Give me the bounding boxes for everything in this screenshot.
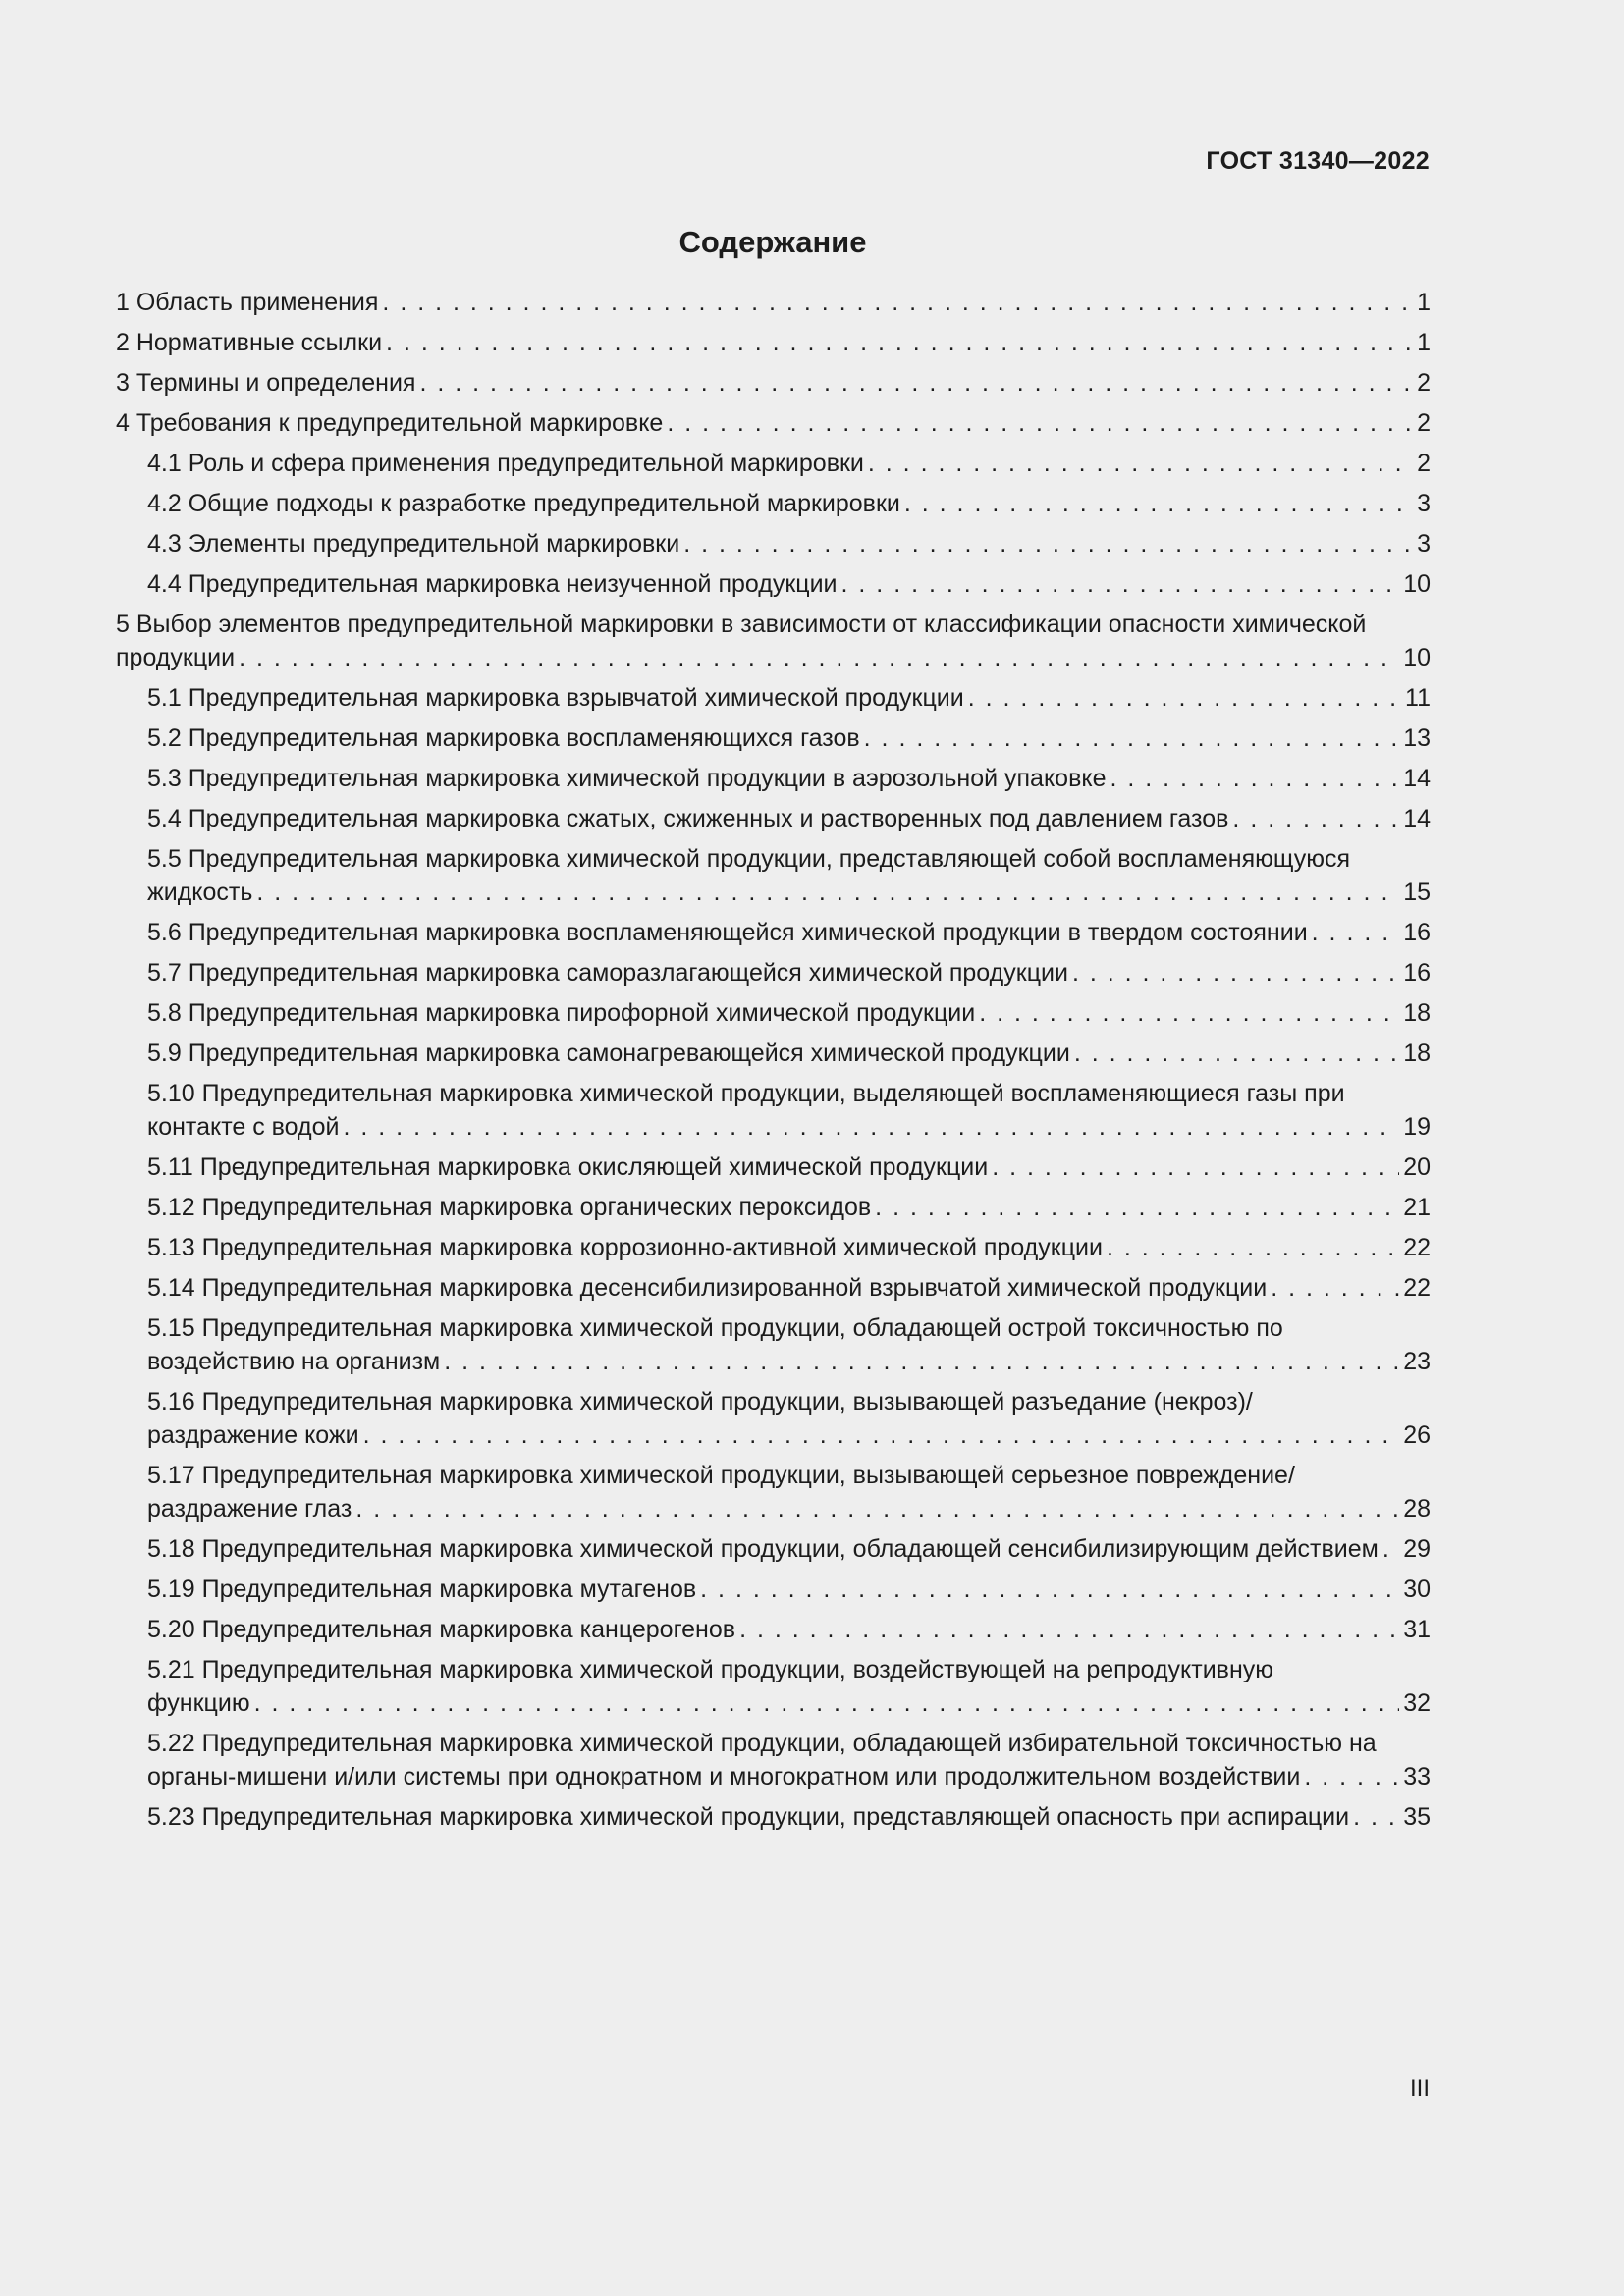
toc-entry-page: 10	[1399, 567, 1431, 601]
table-of-contents	[116, 286, 1431, 1841]
toc-entry[interactable]	[116, 1271, 1431, 1305]
toc-entry[interactable]	[116, 1311, 1431, 1378]
toc-entry[interactable]	[116, 567, 1431, 601]
toc-entry-title: 5.20 Предупредительная маркировка канцерогенов . . .	[147, 1616, 735, 1643]
toc-entry[interactable]	[116, 1532, 1431, 1566]
toc-entry[interactable]	[116, 1459, 1431, 1525]
toc-entry[interactable]	[116, 286, 1431, 319]
toc-entry[interactable]	[116, 406, 1431, 440]
toc-entry-page: 14	[1399, 802, 1431, 835]
toc-entry-title: 4.4 Предупредительная маркировка неизученной продукции . . .	[147, 570, 838, 598]
toc-entry-page: 15	[1399, 876, 1431, 909]
toc-entry-page: 32	[1399, 1686, 1431, 1720]
toc-entry-title: 5.16 Предупредительная маркировка химической продукции, вызывающей разъедание (некроз)/ раздражение кожи . . .	[147, 1388, 1253, 1449]
toc-entry-page: 11	[1401, 681, 1431, 715]
toc-entry-title: 5.22 Предупредительная маркировка химической продукции, обладающей избирательной токсичностью на органы-мишени и/или системы при однократном и многократном или продолжительном воздействии . . .	[147, 1730, 1377, 1790]
toc-entry-page: 23	[1399, 1345, 1431, 1378]
toc-entry-page: 13	[1399, 721, 1431, 755]
toc-entry-page: 3	[1413, 527, 1431, 561]
toc-entry[interactable]	[116, 527, 1431, 561]
toc-entry[interactable]	[116, 802, 1431, 835]
toc-entry-page: 1	[1413, 286, 1431, 319]
toc-entry-title: 5.4 Предупредительная маркировка сжатых, сжиженных и растворенных под давлением газов . . .	[147, 805, 1228, 832]
toc-entry-title: 5.13 Предупредительная маркировка коррозионно-активной химической продукции . . .	[147, 1234, 1103, 1261]
toc-entry[interactable]	[116, 956, 1431, 989]
toc-entry[interactable]	[116, 326, 1431, 359]
toc-entry[interactable]	[116, 366, 1431, 400]
toc-entry[interactable]	[116, 608, 1431, 674]
toc-entry-title: 4.2 Общие подходы к разработке предупредительной маркировки . . .	[147, 490, 900, 517]
toc-entry-title: 4.3 Элементы предупредительной маркировки . . .	[147, 530, 679, 558]
toc-entry-page: 28	[1399, 1492, 1431, 1525]
toc-entry[interactable]	[116, 842, 1431, 909]
toc-entry[interactable]	[116, 762, 1431, 795]
toc-entry-title: 2 Нормативные ссылки . . .	[116, 329, 382, 356]
page-number: III	[1409, 2075, 1430, 2102]
toc-entry-title: 5.17 Предупредительная маркировка химической продукции, вызывающей серьезное повреждение/раздражение глаз . . .	[147, 1462, 1295, 1522]
toc-entry-title: 5 Выбор элементов предупредительной маркировки в зависимости от классификации опасности химической продукции . . .	[116, 611, 1366, 671]
page-title: Содержание	[678, 225, 867, 259]
toc-entry-page: 1	[1413, 326, 1431, 359]
toc-entry-page: 10	[1399, 641, 1431, 674]
toc-entry-title: 5.6 Предупредительная маркировка воспламеняющейся химической продукции в твердом состоянии . . .	[147, 919, 1308, 946]
toc-entry-title: 4.1 Роль и сфера применения предупредительной маркировки . . .	[147, 450, 864, 477]
toc-entry-title: 5.12 Предупредительная маркировка органических пероксидов . . .	[147, 1194, 871, 1221]
toc-entry-page: 20	[1399, 1150, 1431, 1184]
toc-entry-title: 1 Область применения . . .	[116, 289, 378, 316]
toc-entry-page: 16	[1399, 956, 1431, 989]
toc-entry-title: 5.11 Предупредительная маркировка окисляющей химической продукции . . .	[147, 1153, 988, 1181]
toc-entry[interactable]	[116, 916, 1431, 949]
toc-entry[interactable]	[116, 1077, 1431, 1144]
toc-entry-page: 22	[1399, 1271, 1431, 1305]
toc-entry-page: 3	[1413, 487, 1431, 520]
toc-entry-page: 2	[1413, 366, 1431, 400]
toc-entry-title: 5.21 Предупредительная маркировка химической продукции, воздействующей на репродуктивную функцию . . .	[147, 1656, 1273, 1717]
toc-entry-page: 16	[1399, 916, 1431, 949]
toc-entry-title: 5.19 Предупредительная маркировка мутагенов . . .	[147, 1575, 696, 1603]
toc-entry[interactable]	[116, 721, 1431, 755]
toc-entry-page: 18	[1399, 1037, 1431, 1070]
toc-entry[interactable]	[116, 447, 1431, 480]
toc-entry[interactable]	[116, 1191, 1431, 1224]
toc-entry-page: 33	[1399, 1760, 1431, 1793]
toc-entry[interactable]	[116, 487, 1431, 520]
toc-entry[interactable]	[116, 1653, 1431, 1720]
toc-entry-page: 26	[1399, 1418, 1431, 1452]
toc-entry-page: 19	[1399, 1110, 1431, 1144]
toc-entry-page: 18	[1399, 996, 1431, 1030]
toc-entry-title: 5.18 Предупредительная маркировка химической продукции, обладающей сенсибилизирующим действием . . .	[147, 1535, 1379, 1563]
toc-entry-title: 5.9 Предупредительная маркировка самонагревающейся химической продукции . . .	[147, 1040, 1070, 1067]
toc-entry[interactable]	[116, 1800, 1431, 1834]
toc-entry-page: 21	[1399, 1191, 1431, 1224]
toc-entry-title: 5.23 Предупредительная маркировка химической продукции, представляющей опасность при аспирации . . .	[147, 1803, 1349, 1831]
toc-entry[interactable]	[116, 1150, 1431, 1184]
toc-entry[interactable]	[116, 1613, 1431, 1646]
toc-entry-title: 4 Требования к предупредительной маркировке . . .	[116, 409, 663, 437]
toc-entry-page: 2	[1413, 406, 1431, 440]
toc-entry[interactable]	[116, 996, 1431, 1030]
toc-entry-page: 30	[1399, 1573, 1431, 1606]
toc-entry[interactable]	[116, 1037, 1431, 1070]
toc-entry-page: 29	[1399, 1532, 1431, 1566]
toc-entry-page: 22	[1399, 1231, 1431, 1264]
toc-entry[interactable]	[116, 1727, 1431, 1793]
document-code: ГОСТ 31340—2022	[1206, 147, 1430, 175]
toc-entry-title: 5.7 Предупредительная маркировка саморазлагающейся химической продукции . . .	[147, 959, 1068, 987]
toc-entry-title: 5.2 Предупредительная маркировка воспламеняющихся газов . . .	[147, 724, 860, 752]
toc-entry-title: 5.8 Предупредительная маркировка пирофорной химической продукции . . .	[147, 999, 975, 1027]
toc-entry-page: 31	[1399, 1613, 1431, 1646]
toc-entry[interactable]	[116, 1231, 1431, 1264]
toc-entry-title: 5.1 Предупредительная маркировка взрывчатой химической продукции . . .	[147, 684, 964, 712]
toc-entry-page: 14	[1399, 762, 1431, 795]
toc-entry-title: 5.3 Предупредительная маркировка химической продукции в аэрозольной упаковке . . .	[147, 765, 1106, 792]
toc-entry-title: 3 Термины и определения . . .	[116, 369, 415, 397]
toc-entry-title: 5.15 Предупредительная маркировка химической продукции, обладающей острой токсичностью по воздействию на организм . . .	[147, 1314, 1283, 1375]
toc-entry[interactable]	[116, 1573, 1431, 1606]
toc-entry[interactable]	[116, 1385, 1431, 1452]
toc-entry-page: 2	[1413, 447, 1431, 480]
toc-entry-title: 5.14 Предупредительная маркировка десенсибилизированной взрывчатой химической продукции . . .	[147, 1274, 1267, 1302]
toc-entry-title: 5.10 Предупредительная маркировка химической продукции, выделяющей воспламеняющиеся газы при контакте с водой . . .	[147, 1080, 1345, 1141]
toc-entry[interactable]	[116, 681, 1431, 715]
toc-entry-title: 5.5 Предупредительная маркировка химической продукции, представляющей собой воспламеняющуюся жидкость . . .	[147, 845, 1350, 906]
toc-entry-page: 35	[1399, 1800, 1431, 1834]
